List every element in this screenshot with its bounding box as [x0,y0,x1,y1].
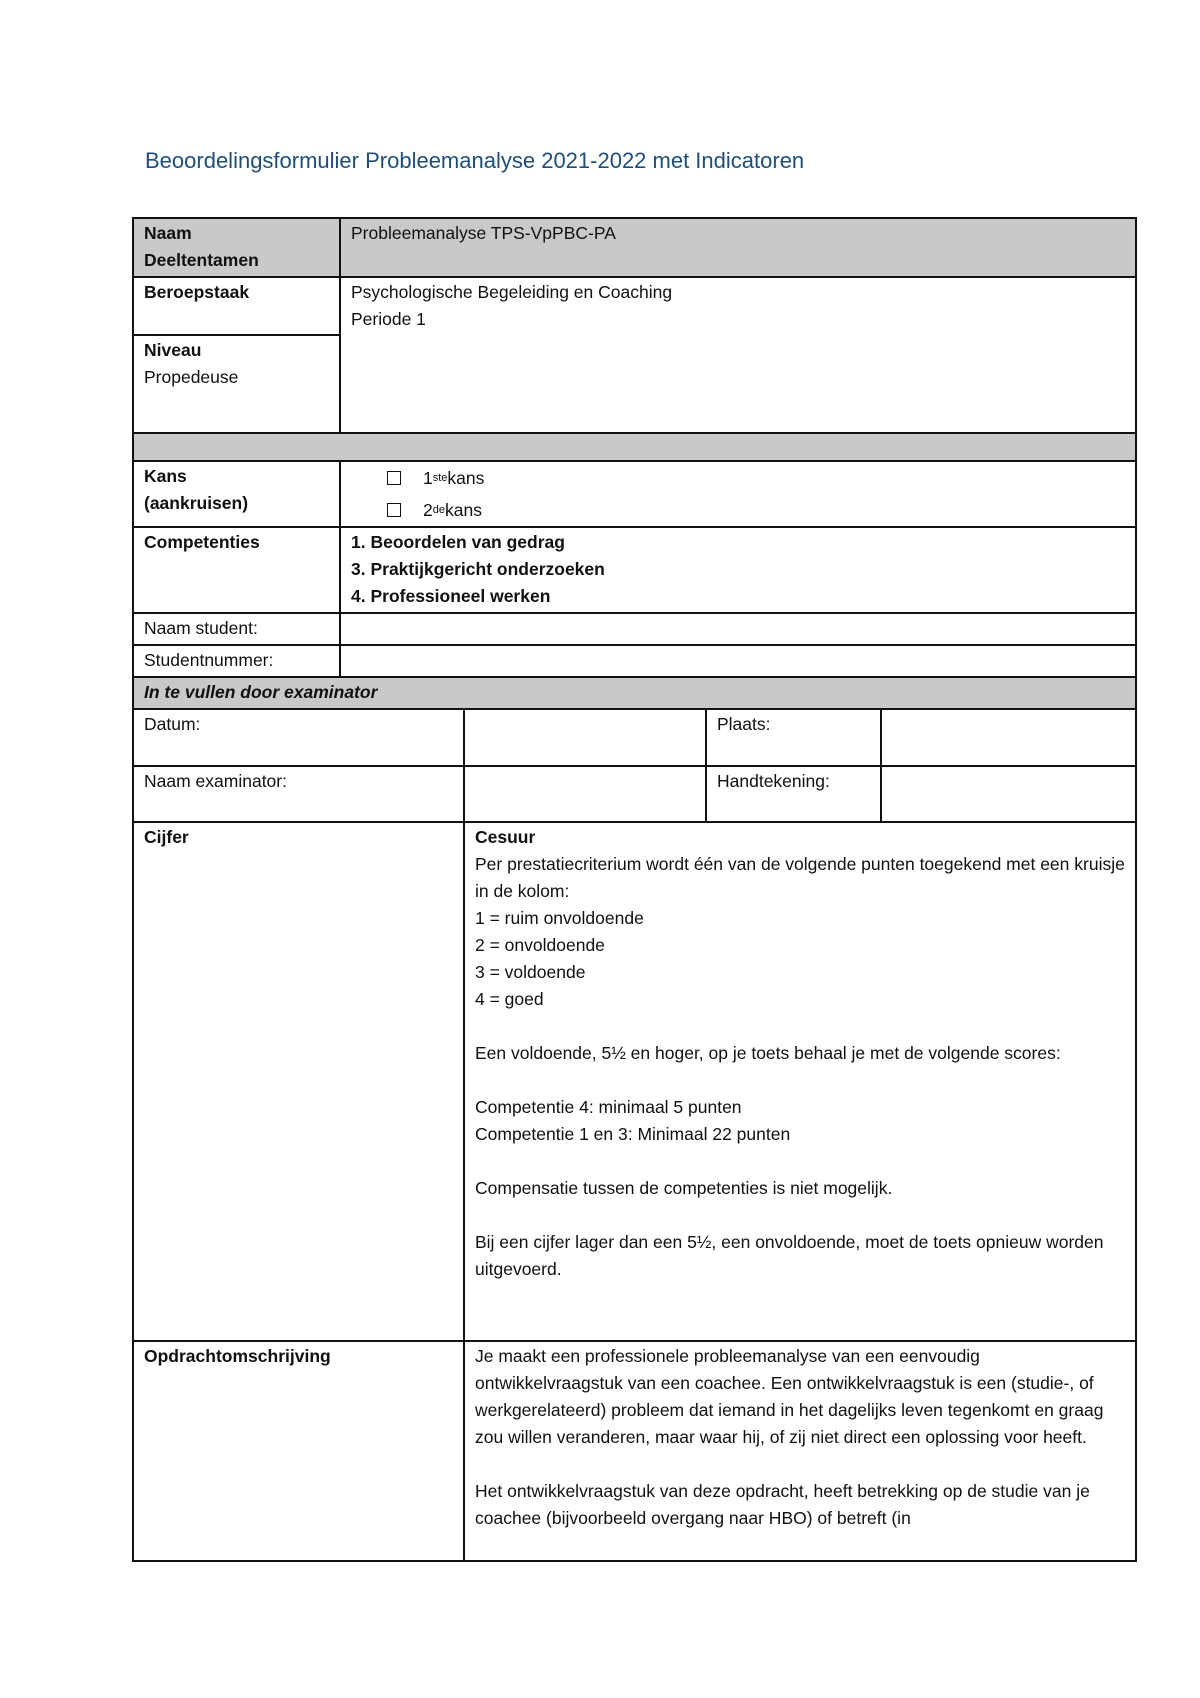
naam-examinator-field[interactable] [464,766,706,822]
row-datum-plaats [133,709,1136,766]
kans-option-1[interactable]: 1 ste kans [351,462,1125,494]
row-competenties [133,527,1136,613]
scale-item: 1 = ruim onvoldoende [475,908,644,928]
opdracht-paragraph: Je maakt een professionele probleemanalyse van een eenvoudig ontwikkelvraagstuk van een coachee. Een ontwikkelvraagstuk is een (studie-, of werkgerelateerd) probleem dat iemand in het dagelijks leven tegenkomt en graag zou willen veranderen, maar waar hij, of zij niet direct een oplossing voor heeft. [475,1346,1104,1447]
competentie-item: 1. Beoordelen van gedrag [351,532,565,552]
examinator-header: In te vullen door examinator [133,677,1136,709]
plaats-field[interactable] [881,709,1136,766]
grey-spacer [133,433,1136,461]
row-examinator-handtekening [133,766,1136,822]
opdracht-content [464,1341,1136,1561]
value-beroepstaak: Psychologische Begeleiding en Coaching Periode 1 [340,277,1136,433]
cesuur-heading: Cesuur [475,827,536,847]
label-naam-student: Naam student: [133,613,340,645]
label-plaats: Plaats: [706,709,881,766]
label-kans: Kans (aankruisen) [133,461,340,527]
competentie-1-3-score: Competentie 1 en 3: Minimaal 22 punten [475,1124,791,1144]
label-niveau: Niveau [144,340,202,360]
competenties-list [340,527,1136,613]
scale-item: 3 = voldoende [475,962,586,982]
checkbox-2de-kans[interactable] [387,503,401,517]
row-beroepstaak [133,277,1136,335]
assessment-form-table [132,217,1137,1562]
opdracht-paragraph: Het ontwikkelvraagstuk van deze opdracht, heeft betrekking op de studie van je coachee (bijvoorbeeld overgang naar HBO) of betreft (in [475,1481,1090,1528]
row-kans [133,461,1136,527]
handtekening-field[interactable] [881,766,1136,822]
cesuur-content [464,822,1136,1341]
lager-text: Bij een cijfer lager dan een 5½, een onvoldoende, moet de toets opnieuw worden uitgevoerd. [475,1232,1104,1279]
label-naam-deeltentamen: Naam Deeltentamen [133,218,340,277]
label-naam-examinator: Naam examinator: [133,766,464,822]
label-beroepstaak: Beroepstaak [133,277,340,335]
value-niveau: Propedeuse [144,367,239,387]
competentie-4-score: Competentie 4: minimaal 5 punten [475,1097,742,1117]
kans-option-2[interactable]: 2 de kans [351,494,1125,526]
row-naam-deeltentamen [133,218,1136,277]
row-naam-student [133,613,1136,645]
row-examinator-header [133,677,1136,709]
row-opdracht [133,1341,1136,1561]
value-naam-deeltentamen: Probleemanalyse TPS-VpPBC-PA [340,218,1136,277]
voldoende-text: Een voldoende, 5½ en hoger, op je toets behaal je met de volgende scores: [475,1043,1061,1063]
cesuur-intro: Per prestatiecriterium wordt één van de volgende punten toegekend met een kruisje in de kolom: [475,854,1125,901]
naam-student-field[interactable] [340,613,1136,645]
label-opdrachtomschrijving: Opdrachtomschrijving [133,1341,464,1561]
studentnummer-field[interactable] [340,645,1136,677]
label-datum: Datum: [133,709,464,766]
row-cijfer [133,822,1136,1341]
datum-field[interactable] [464,709,706,766]
scale-item: 4 = goed [475,989,544,1009]
scale-item: 2 = onvoldoende [475,935,605,955]
row-studentnummer [133,645,1136,677]
competentie-item: 3. Praktijkgericht onderzoeken [351,559,605,579]
kans-options [340,461,1136,527]
cell-niveau [133,335,340,433]
competentie-item: 4. Professioneel werken [351,586,551,606]
checkbox-1ste-kans[interactable] [387,471,401,485]
label-studentnummer: Studentnummer: [133,645,340,677]
row-spacer-grey [133,433,1136,461]
page-title: Beoordelingsformulier Probleemanalyse 2021-2022 met Indicatoren [145,148,805,173]
label-handtekening: Handtekening: [706,766,881,822]
label-cijfer: Cijfer [133,822,464,1341]
label-competenties: Competenties [133,527,340,613]
compensatie-text: Compensatie tussen de competenties is niet mogelijk. [475,1178,893,1198]
